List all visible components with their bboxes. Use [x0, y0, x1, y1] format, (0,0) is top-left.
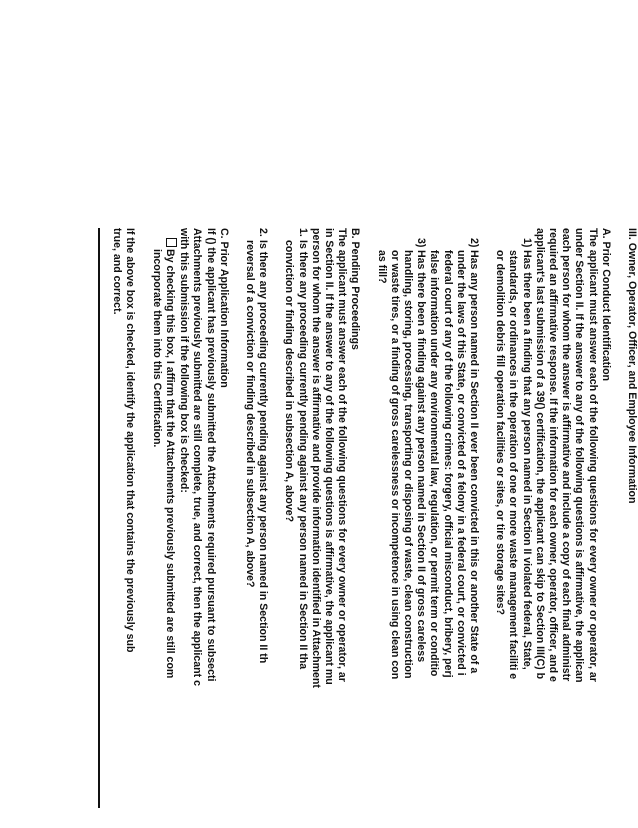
- section-c-closing: [110, 228, 136, 828]
- question-line: or waste tires, or a finding of gross carelessness or incompetence in using clean con: [388, 250, 401, 680]
- question-line: federal court of any of the following crimes: forgery, official misconduct, bribery, perj: [441, 250, 454, 678]
- question-number: 3): [415, 238, 428, 248]
- question-number: 2.: [257, 228, 270, 237]
- question-line: Has there been a finding that any person named in Section II violated federal, State,: [520, 250, 533, 670]
- intro-line: Attachments previously submitted are still complete, true, and correct, then the applicant c: [191, 228, 204, 686]
- rotated-page-content: [111, 228, 638, 828]
- question-a2: [427, 238, 480, 828]
- intro-line: required an affirmative response. If the information for each owner, operator, officer, and e: [546, 228, 559, 682]
- question-number: 2): [467, 238, 480, 248]
- checkbox-label: incorporate them into this Certification.: [150, 249, 163, 448]
- closing-line: true, and correct.: [111, 228, 124, 315]
- section-c-heading: C. Prior Application Information: [217, 228, 230, 388]
- intro-line: The applicant must answer each of the following questions for every owner or operator, ar: [336, 228, 349, 682]
- question-line: Has any person named in Section II ever been convicted in this or another State of a: [467, 250, 480, 674]
- intro-line: each person for whom the answer is affirmative and include a copy of each final administr: [560, 228, 573, 682]
- section-b-heading: B. Pending Proceedings: [349, 228, 362, 350]
- question-line: Has there been a finding against any person named in Section II of gross careless: [415, 250, 428, 663]
- prior-attachments-checkbox-row[interactable]: [150, 238, 177, 828]
- intro-line: under Section II. If the answer to any of the following questions is affirmative, the applican: [573, 228, 586, 683]
- prior-attachments-checkbox[interactable]: [166, 238, 177, 247]
- question-line: false information under any environmental law, regulation, or permit term or conditio: [428, 250, 441, 677]
- question-line: reversal of a conviction or finding described in subsection A, above?: [243, 240, 256, 588]
- question-line: under the laws of this State, or convicted of a felony in a federal court, or convicted i: [454, 250, 467, 676]
- question-line: Is there any proceeding currently pending against any person named in Section II th: [257, 240, 270, 664]
- question-line: standards, or ordinances in the operation of one or more waste management faciliti e: [507, 250, 520, 680]
- blank-top-area: [0, 0, 618, 200]
- checkbox-label: By checking this box, I affirm that the Attachments previously submitted are still com: [163, 249, 176, 679]
- question-line: Is there any proceeding currently pending against any person named in Section II tha: [296, 240, 309, 670]
- intro-line: applicant's last submission of a 39() certification, the applicant can skip to Section III(C) b: [533, 228, 546, 680]
- question-a1: [493, 238, 533, 828]
- closing-line: If the above box is checked, identify the application that contains the previously sub: [124, 228, 137, 653]
- section-heading: III. Owner, Operator, Officer, and Employee Information: [626, 228, 638, 504]
- question-line: or demolition debris fill operation facilities or sites, or tire storage sites?: [494, 250, 507, 615]
- section-b-intro: [309, 228, 349, 828]
- question-b2: [243, 228, 269, 828]
- question-number: 1): [520, 238, 533, 248]
- intro-line: If () the applicant has previously submitted the Attachments required pursuant to subsecti: [204, 228, 217, 682]
- section-a-heading: A. Prior Conduct Identification: [599, 228, 612, 382]
- intro-line: in Section II. If the answer to any of the following questions is affirmative, the applicant mu: [322, 228, 335, 685]
- question-number: 1.: [296, 228, 309, 237]
- question-b1: [282, 228, 308, 828]
- section-a-intro: [533, 228, 599, 828]
- question-a3: [374, 238, 427, 828]
- section-c-intro: [177, 228, 217, 828]
- intro-line: person for whom the answer is affirmative and provide information identified in Attachment: [309, 228, 322, 688]
- intro-line: The applicant must answer each of the following questions for every owner or operator, ar: [586, 228, 599, 682]
- question-line: handling, storing, processing, transporting or disposing of waste, clean construction: [401, 250, 414, 679]
- question-line: conviction or finding described in subsection A, above?: [283, 240, 296, 523]
- answer-field-line[interactable]: [98, 228, 100, 808]
- intro-line: with this submission if the following box is checked:: [178, 228, 191, 493]
- question-line: as fill?: [375, 250, 388, 284]
